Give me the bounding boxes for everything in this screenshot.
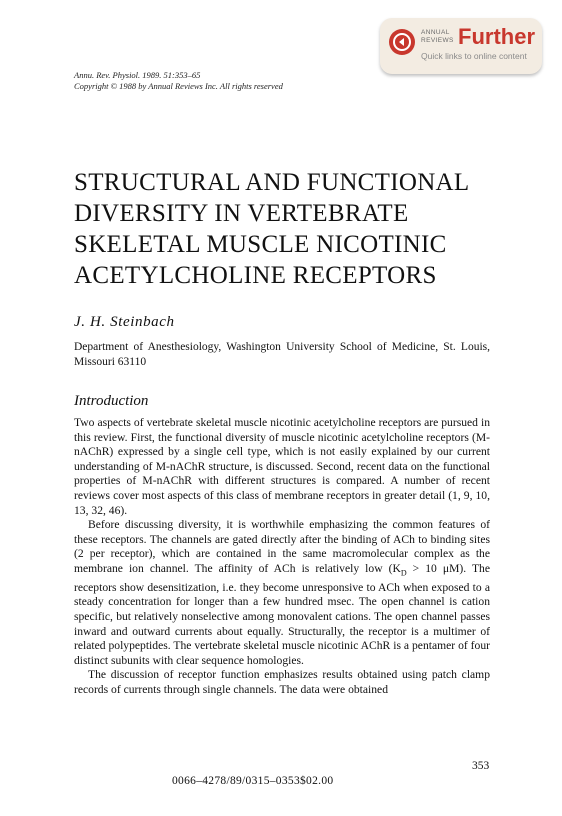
journal-citation (74, 70, 283, 92)
citation-line-1: Annu. Rev. Physiol. 1989. 51:353–65 (74, 70, 201, 80)
author-name: J. H. Steinbach (74, 314, 175, 330)
paragraph-2: Before discussing diversity, it is worthwhile emphasizing the common features of these receptors. The channels are gated directly after the binding of ACh to binding sites (2 per receptor), which are contained in the same macromolecular complex as the membrane ion channel. The affinity of ACh is relatively low ($K_D > 10$ μM). The receptors show desensitization, i.e. they become unresponsive to ACh when exposed to a steady concentration for longer than a few hundred msec. The open channel is cation specific, but relatively nonselective among monovalent cations. The open channel passes inward and outward currents about equally. Structurally, the receptor is a multimer of related polypeptides. The vertebrate skeletal muscle nicotinic AChR is a pentamer of four distinct subunits with clear sequence homologies. (74, 518, 490, 667)
author-affiliation: Department of Anesthesiology, Washington University School of Medicine, St. Louis, Missouri 63110 (74, 341, 490, 368)
badge-subtitle: Quick links to online content (421, 51, 527, 61)
arrow-left-circle-icon (389, 29, 415, 55)
article-title: STRUCTURAL AND FUNCTIONAL DIVERSITY IN VERTEBRATE SKELETAL MUSCLE NICOTINIC ACETYLCHOLINE RECEPTORS (74, 169, 469, 289)
article-body (74, 416, 490, 698)
further-links-badge[interactable] (380, 18, 542, 74)
badge-publisher-label: ANNUAL REVIEWS (421, 29, 454, 44)
paragraph-3: The discussion of receptor function emphasizes results obtained using patch clamp records of currents through single channels. The data were obtained (74, 668, 490, 696)
paragraph-1: Two aspects of vertebrate skeletal muscle nicotinic acetylcholine receptors are pursued in this review. First, the functional diversity of muscle nicotinic acetylcholine receptors (M-nAChR) expressed by a single cell type, which is not easily explained by our current understanding of M-nAChR structure, is discussed. Second, recent data on the functional properties of M-nAChR with different structures is compared. A number of recent reviews cover most aspects of this class of membrane receptors in greater detail (1, 9, 10, 13, 32, 46). (74, 416, 490, 517)
page-number: 353 (472, 760, 490, 772)
badge-further-label: Further (458, 24, 535, 49)
citation-line-2: Copyright © 1988 by Annual Reviews Inc. All rights reserved (74, 81, 283, 91)
price-line: 0066–4278/89/0315–0353$02.00 (172, 775, 334, 787)
section-heading: Introduction (74, 393, 149, 409)
